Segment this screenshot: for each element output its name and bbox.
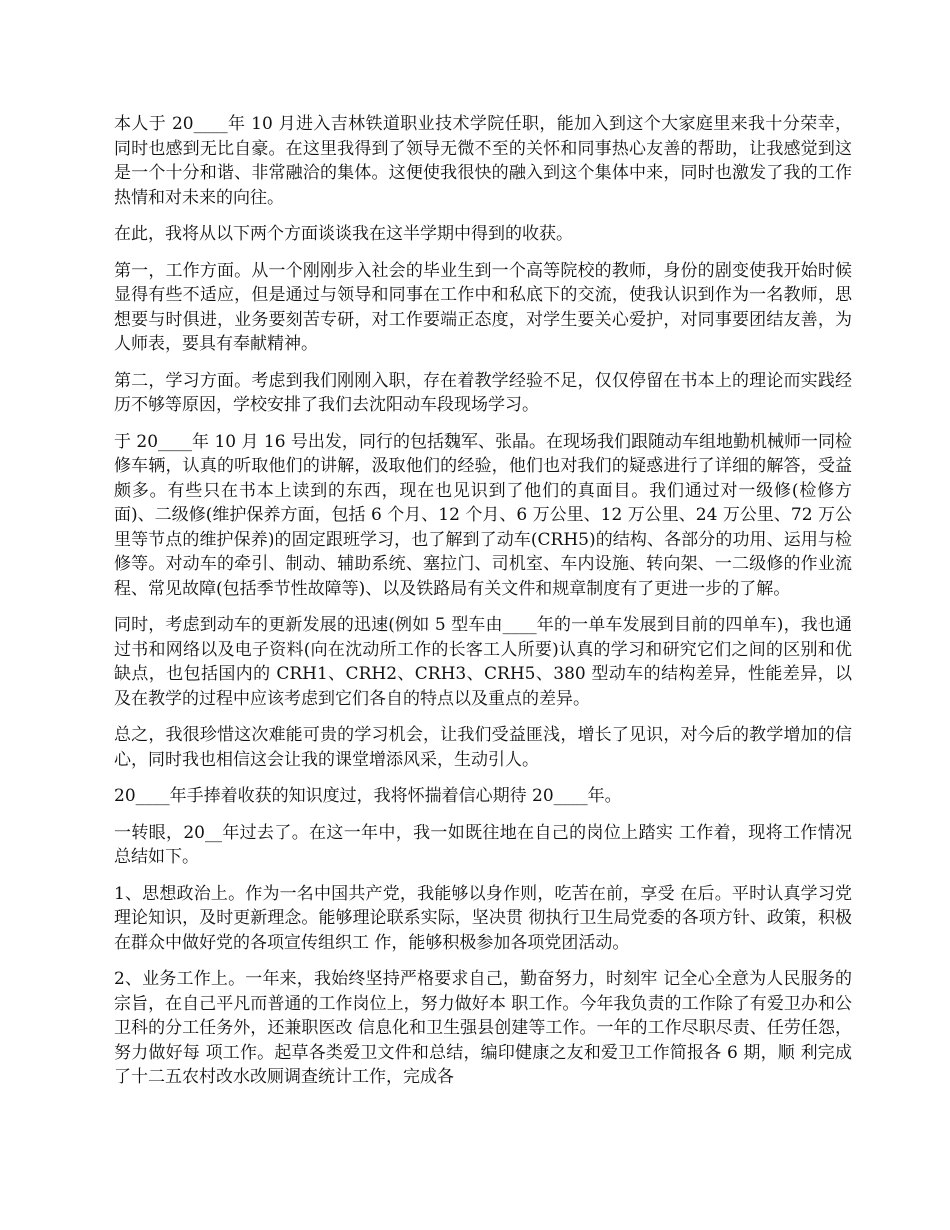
paragraph-3: 第一，工作方面。从一个刚刚步入社会的毕业生到一个高等院校的教师，身份的剧变使我开始时候显得有些不适应，但是通过与领导和同事在工作中和私底下的交流，使我认识到作为一名教师，思想要与时俱进，业务要刻苦专研，对工作要端正态度，对学生要关心爱护，对同事要团结友善，为人师表，要具有奉献精神。 — [114, 260, 852, 354]
paragraph-5: 于 20____年 10 月 16 号出发，同行的包括魏军、张晶。在现场我们跟随动车组地勤机械师一同检修车辆，认真的听取他们的讲解，汲取他们的经验，他们也对我们的疑惑进行了详细的解答，受益颇多。有些只在书本上读到的东西，现在也见识到了他们的真面目。我们通过对一级修(检修方面)、二级修(维护保养方面，包括 6 个月、12 个月、6 万公里、12 万公里、24 万公里、72 万公里等节点的维护保养)的固定跟班学习，也了解到了动车(CRH5)的结构、各部分的功用、运用与检修等。对动车的牵引、制动、辅助系统、塞拉门、司机室、车内设施、转向架、一二级修的作业流程、常见故障(包括季节性故障等)、以及铁路局有关文件和规章制度有了更进一步的了解。 — [114, 431, 852, 599]
paragraph-9: 一转眼，20__年过去了。在这一年中，我一如既往地在自己的岗位上踏实 工作着，现将工作情况总结如下。 — [114, 822, 852, 867]
paragraph-2: 在此，我将从以下两个方面谈谈我在这半学期中得到的收获。 — [114, 224, 573, 244]
document-body — [114, 112, 852, 1102]
paragraph-4: 第二，学习方面。考虑到我们刚刚入职，存在着教学经验不足，仅仅停留在书本上的理论而实践经历不够等原因，学校安排了我们去沈阳动车段现场学习。 — [114, 370, 852, 415]
paragraph-7: 总之，我很珍惜这次难能可贵的学习机会，让我们受益匪浅，增长了见识，对今后的教学增加的信心，同时我也相信这会让我的课堂增添风采，生动引人。 — [114, 725, 852, 770]
paragraph-8: 20____年手捧着收获的知识度过，我将怀揣着信心期待 20____年。 — [114, 786, 622, 806]
paragraph-11: 2、业务工作上。一年来，我始终坚持严格要求自己，勤奋努力，时刻牢 记全心全意为人民服务的宗旨，在自己平凡而普通的工作岗位上，努力做好本 职工作。今年我负责的工作除了有爱卫办和公卫科的分工任务外，还兼职医改 信息化和卫生强县创建等工作。一年的工作尽职尽责、任劳任怨，努力做好每 项工作。起草各类爱卫文件和总结，编印健康之友和爱卫工作简报各 6 期，顺 利完成了十二五农村改水改厕调查统计工作，完成各 — [114, 969, 852, 1087]
paragraph-6: 同时，考虑到动车的更新发展的迅速(例如 5 型车由____年的一单车发展到目前的四单车)，我也通过书和网络以及电子资料(向在沈动所工作的长客工人所要)认真的学习和研究它们之间的区别和优缺点，也包括国内的 CRH1、CRH2、CRH3、CRH5、380 型动车的结构差异，性能差异，以及在教学的过程中应该考虑到它们各自的特点以及重点的差异。 — [114, 615, 852, 709]
paragraph-1: 本人于 20____年 10 月进入吉林铁道职业技术学院任职，能加入到这个大家庭里来我十分荣幸，同时也感到无比自豪。在这里我得到了领导无微不至的关怀和同事热心友善的帮助，让我感觉到这是一个十分和谐、非常融洽的集体。这便使我很快的融入到这个集体中来，同时也激发了我的工作热情和对未来的向往。 — [114, 114, 852, 208]
paragraph-10: 1、思想政治上。作为一名中国共产党，我能够以身作则，吃苦在前，享受 在后。平时认真学习党理论知识，及时更新理念。能够理论联系实际，坚决贯 彻执行卫生局党委的各项方针、政策，积极在群众中做好党的各项宣传组织工 作，能够积极参加各项党团活动。 — [114, 883, 852, 953]
